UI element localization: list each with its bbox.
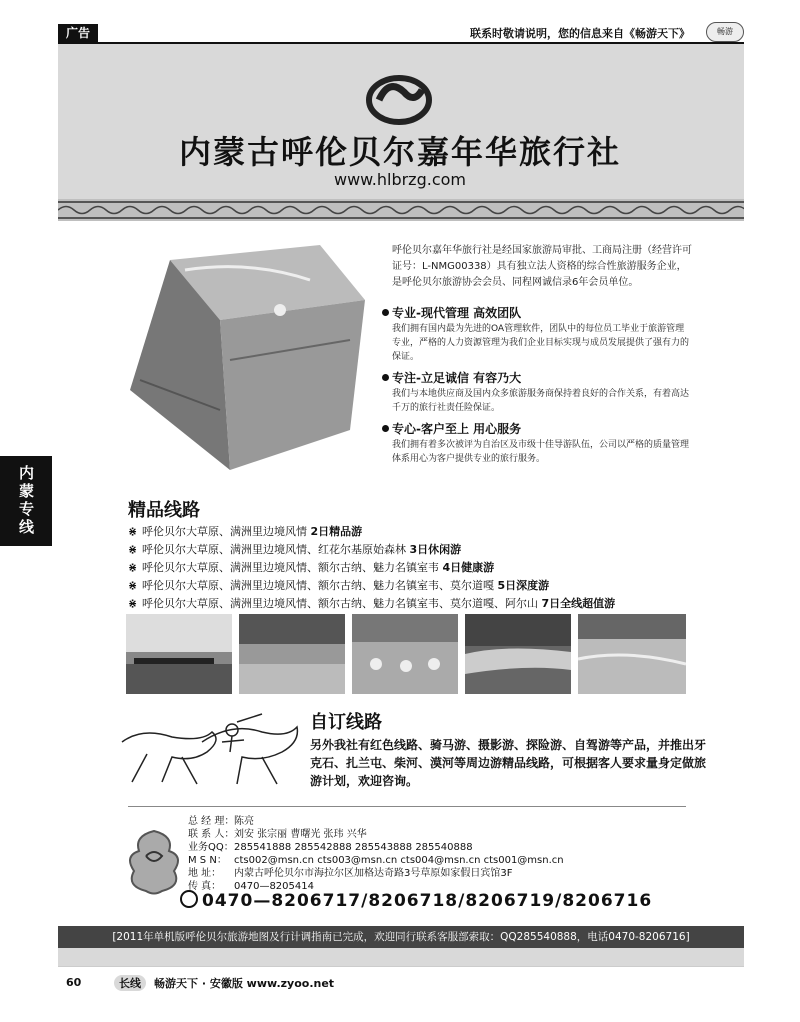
company-name: 内蒙古呼伦贝尔嘉年华旅行社 [178, 133, 621, 171]
contact-msn: M S N： cts002@msn.cn cts003@msn.cn cts004@msn.cn cts001@msn.cn [188, 855, 564, 866]
route-item: ⋇ 呼伦贝尔大草原、满洲里边境风情 2日精品游 [128, 523, 728, 541]
contact-address: 地 址： 内蒙古呼伦贝尔市海拉尔区加格达奇路3号草原如家假日宾馆3F [188, 868, 513, 879]
bullet-icon [382, 374, 389, 381]
feature-professional [382, 305, 692, 364]
photo-grassland [239, 614, 345, 694]
route-bullet-icon: ⋇ [128, 525, 138, 538]
contact-divider [128, 806, 686, 807]
route-list [128, 523, 728, 613]
grassland-cube-image [130, 240, 370, 470]
page-number: 60 [66, 976, 82, 989]
feature-title: 专业-现代管理 高效团队 [392, 306, 522, 320]
photo-river [465, 614, 571, 694]
phone-icon [180, 890, 198, 908]
contact-people: 联 系 人：刘安 张宗丽 曹曙光 张玮 兴华 [188, 829, 367, 840]
phone-numbers: 0470—8206717/8206718/8206719/8206716 [180, 890, 652, 911]
route-bullet-icon: ⋇ [128, 561, 138, 574]
route-item: ⋇ 呼伦贝尔大草原、满洲里边境风情、额尔古纳、魅力名镇室韦、莫尔道嘎、阿尔山 7日全线超值游 [128, 595, 728, 613]
contact-fax: 传 真： 0470—8205414 [188, 881, 314, 892]
company-intro: 呼伦贝尔嘉年华旅行社是经国家旅游局审批、工商局注册（经营许可证号：L-NMG00338）具有独立法人资格的综合性旅游服务企业，是呼伦贝尔旅游协会会员、同程网诚信录6年会员单位。 [392, 245, 692, 288]
feature-integrity [382, 370, 692, 415]
feature-body: 我们拥有着多次被评为自治区及市级十佳导游队伍，公司以严格的质量管理体系用心为客户提供专业的旅行服务。 [392, 440, 690, 464]
footer-notice: [2011年单机版呼伦贝尔旅游地图及行计调指南已完成，欢迎同行联系客服部索取：QQ285540888，电话0470-8206716] [58, 926, 744, 948]
contact-manager: 总 经 理：陈亮 [188, 816, 254, 827]
company-logo-icon [364, 70, 434, 125]
magazine-logo: 畅游 [706, 22, 744, 42]
section-side-tab: 内蒙专线 [0, 456, 52, 546]
route-item: ⋇ 呼伦贝尔大草原、满洲里边境风情、红花尔基原始森林 3日休闲游 [128, 541, 728, 559]
feature-service [382, 421, 692, 466]
custom-routes-text: 另外我社有红色线路、骑马游、摄影游、探险游、自驾游等产品，并推出牙克石、扎兰屯、柴河、漠河等周边游精品线路，可根据客人要求量身定做旅游计划，欢迎咨询。 [310, 738, 707, 788]
bullet-icon [382, 309, 389, 316]
route-item: ⋇ 呼伦贝尔大草原、满洲里边境风情、额尔古纳、魅力名镇室韦 4日健康游 [128, 559, 728, 577]
scenery-photo-strip [126, 614, 686, 694]
feature-title: 专心-客户至上 用心服务 [392, 422, 522, 436]
bottom-band [58, 948, 744, 966]
photo-horses [126, 614, 232, 694]
ornamental-border [58, 199, 744, 221]
ad-label: 广告 [58, 24, 98, 42]
feature-title: 专注-立足诚信 有容乃大 [392, 371, 522, 385]
source-notice: 联系时敬请说明，您的信息来自《畅游天下》 [470, 27, 690, 40]
feature-body: 我们拥有国内最为先进的OA管理软件，团队中的每位员工毕业于旅游管理专业，严格的人力资源管理为我们企业目标实现与成员发展提供了强有力的保证。 [392, 324, 690, 362]
photo-meadow [578, 614, 686, 694]
route-bullet-icon: ⋇ [128, 543, 138, 556]
footer-brand [114, 975, 334, 991]
contact-list [188, 815, 668, 893]
route-bullet-icon: ⋇ [128, 579, 138, 592]
bullet-icon [382, 425, 389, 432]
contact-qq: 业务QQ：285541888 285542888 285543888 285540888 [188, 842, 473, 853]
custom-routes-heading: 自订线路 [310, 712, 382, 733]
feature-body: 我们与本地供应商及国内众多旅游服务商保持着良好的合作关系，有着高达千万的旅行社责任险保证。 [392, 389, 690, 413]
section-label: 长线 [114, 975, 146, 991]
route-bullet-icon: ⋇ [128, 597, 138, 610]
photo-yurts [352, 614, 458, 694]
route-item: ⋇ 呼伦贝尔大草原、满洲里边境风情、额尔古纳、魅力名镇室韦、莫尔道嘎 5日深度游 [128, 577, 728, 595]
horse-rider-illustration [112, 712, 302, 792]
company-url[interactable]: www.hlbrzg.com [333, 170, 466, 189]
routes-heading: 精品线路 [128, 500, 200, 521]
magazine-brand: 畅游天下 · 安徽版 www.zyoo.net [154, 977, 335, 990]
cloud-ornament-icon [124, 826, 184, 896]
